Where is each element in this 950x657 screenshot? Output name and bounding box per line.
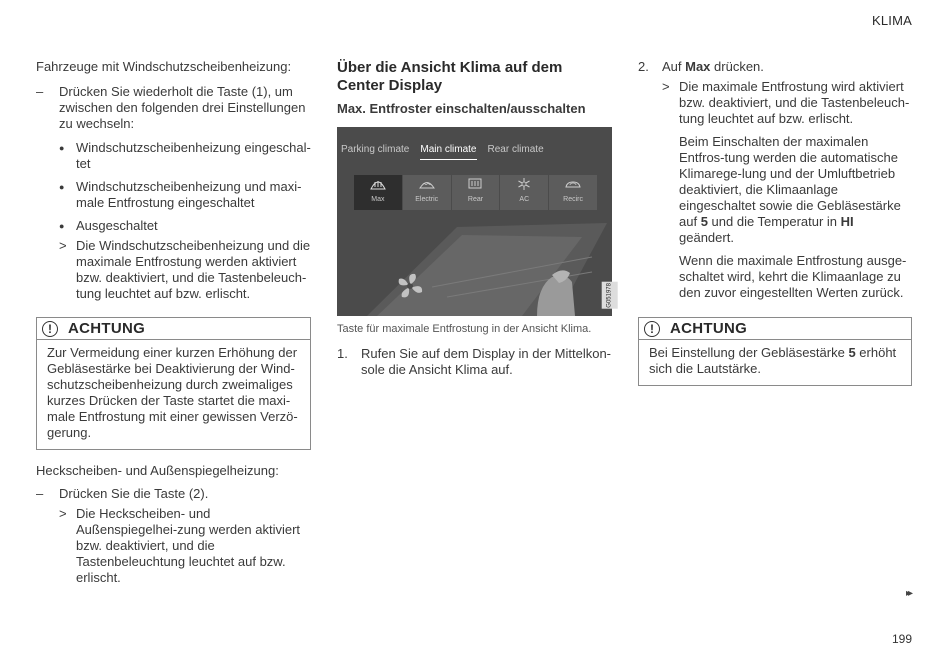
info-paragraph [638,134,912,246]
bullet-icon: ● [59,182,65,192]
tab-rear-climate[interactable]: Rear climate [487,144,544,155]
numbered-step [638,59,912,75]
warning-text-part: Bei Einstellung der Gebläsestärke [649,345,849,360]
warning-text [639,340,911,385]
center-display-image [337,127,612,316]
result-item [36,506,311,586]
numbered-step [337,346,612,378]
ac-snowflake-icon [515,177,533,191]
info-paragraph: Wenn die maximale Entfrostung ausge-schaltet wird, kehrt die Klimaanlage zu den zuvor eingestellten Werten zurück. [679,253,907,300]
para-bold: 5 [700,214,708,229]
result-text: Die Windschutzscheibenheizung und die maximale Entfrostung werden aktiviert bzw. deaktiviert, und die Tastenbeleuch-tung leuchtet auf bzw. erlischt. [76,238,311,301]
warning-box [36,317,311,450]
column-left [36,59,311,586]
bullet-item [36,179,311,211]
dash-marker: – [36,84,44,99]
step-text [662,59,764,75]
climate-tabs [341,142,544,160]
bullet-icon: ● [59,221,65,231]
para-text: und die Temperatur in [707,214,841,229]
para-text: Beim Einschalten der maximalen Entfros-tung werden die automatische Klimarege-lung und der Umluftbetrieb deaktiviert, die Klimaanlage eingeschaltet sowie die Gebläsestärke auf [679,134,901,229]
warning-icon: ! [42,321,58,337]
warning-title: ACHTUNG [670,320,748,337]
recirc-button[interactable] [549,175,598,210]
bullet-icon: ● [59,143,65,153]
warning-box [638,317,912,386]
image-caption: Taste für maximale Entfrostung in der Ansicht Klima. [337,323,592,335]
electric-windshield-icon [418,177,436,191]
warning-header [639,318,911,340]
intro-windshield: Fahrzeuge mit Windschutzscheibenheizung: [36,59,292,74]
section-title: Über die Ansicht Klima auf dem Center Display [337,59,563,94]
step-text: Rufen Sie auf dem Display in der Mittelkon-sole die Ansicht Klima auf. [361,346,612,377]
result-text: Die Heckscheiben- und Außenspiegelhei-zung werden aktiviert bzw. deaktiviert, und die Tastenbeleuchtung leuchtet auf bzw. erlischt. [76,506,301,585]
column-right [638,59,912,386]
tab-parking-climate[interactable]: Parking climate [341,144,410,155]
step-bold-max: Max [685,59,711,74]
result-text: Die maximale Entfrostung wird aktiviert bzw. deaktiviert, und die Tastenbeleuch-tung leuchtet auf bzw. erlischt. [679,79,910,126]
electric-button[interactable] [403,175,452,210]
button-label: AC [519,196,530,203]
bullet-item [36,140,311,172]
para-text: geändert. [679,230,734,245]
ac-button[interactable] [500,175,549,210]
dash-marker: – [36,486,44,501]
subsection-title: Max. Entfroster einschalten/ausschalten [337,101,586,116]
step-text: Drücken Sie die Taste (2). [59,486,209,501]
step-number: 1. [337,346,348,361]
next-page-arrow-icon[interactable]: ▸▸ [905,588,910,599]
warning-header [37,318,310,340]
button-label: Recirc [563,196,583,203]
recirculation-icon [564,177,582,191]
bullet-text: Windschutzscheibenheizung und maxi-male Entfrostung eingeschaltet [76,179,302,210]
max-defrost-button[interactable] [354,175,403,210]
warning-text-part: erhöht sich die Lautstärke. [649,345,897,376]
result-item [36,238,311,302]
button-label: Max [371,196,385,203]
rear-defrost-button[interactable] [452,175,501,210]
warning-icon: ! [644,321,660,337]
image-code: G051978 [602,282,618,309]
step-item [36,486,311,502]
result-item [638,79,912,127]
step-suffix: drücken. [710,59,764,74]
tab-main-climate[interactable]: Main climate [420,142,476,160]
button-label: Electric [415,196,439,203]
climate-button-row [354,175,598,210]
result-marker: > [662,79,670,94]
bullet-text: Windschutzscheibenheizung eingeschal-tet [76,140,311,171]
max-defrost-icon [369,177,387,191]
intro-rear-heating: Heckscheiben- und Außenspiegelheizung: [36,463,279,478]
warning-text: Zur Vermeidung einer kurzen Erhöhung der Gebläsestärke bei Deaktivierung der Wind-schutzscheibenheizung durch zweimaliges kurzes Drücken der Taste startet die maxi-male Entfrostung mit einer gewissen Verzö-gerung. [47,345,298,440]
step-prefix: Auf [662,59,686,74]
step-text: Drücken Sie wiederholt die Taste (1), um zwischen den folgenden drei Einstellungen zu wechseln: [59,84,306,131]
page-number: 199 [891,632,912,646]
bullet-item [36,218,311,234]
rear-defrost-icon [466,177,484,191]
step-item [36,84,311,132]
column-middle [337,59,612,378]
climate-illustration [337,217,612,316]
bullet-text: Ausgeschaltet [76,218,158,233]
result-marker: > [59,506,67,521]
button-label: Rear [467,196,484,203]
warning-bold: 5 [848,345,856,360]
result-marker: > [59,238,67,253]
header-title: KLIMA [871,13,912,28]
warning-title: ACHTUNG [68,320,146,337]
para-bold: HI [840,214,854,229]
step-number: 2. [638,59,649,74]
